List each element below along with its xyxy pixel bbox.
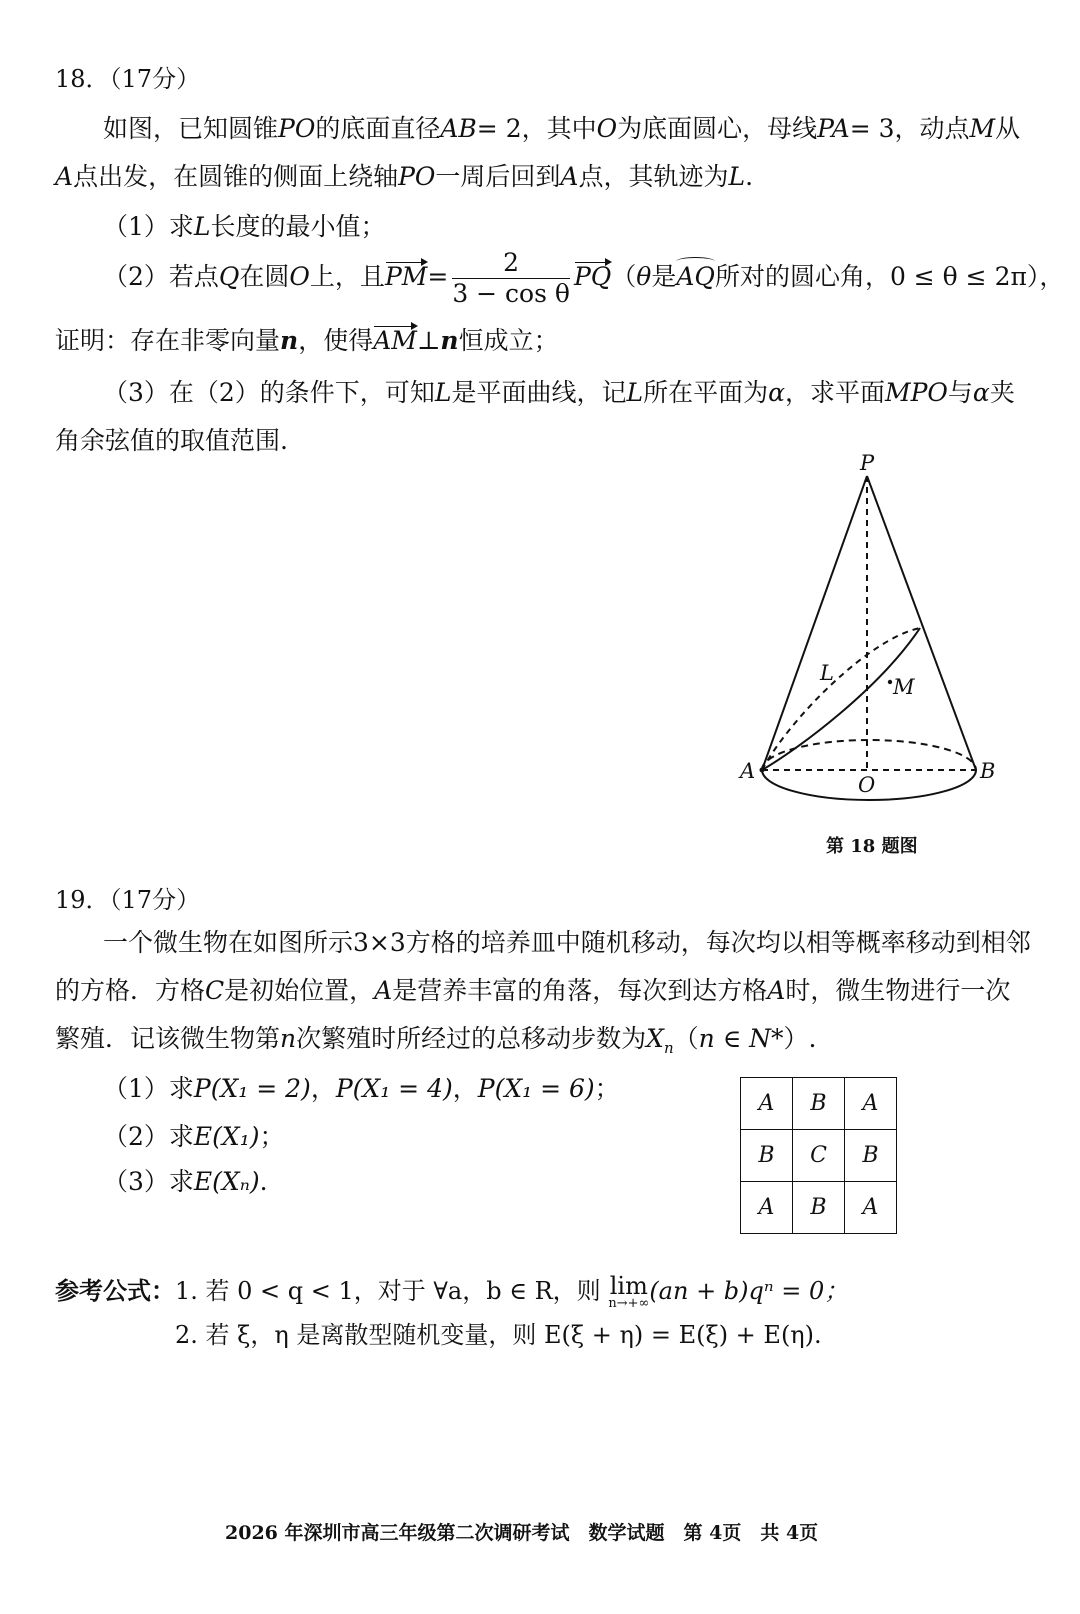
grid-cell: B bbox=[741, 1130, 793, 1182]
figure-18-caption: 第 18 题图 bbox=[826, 836, 918, 857]
text: 所对的圆心角，0 ≤ θ ≤ 2π）， bbox=[714, 262, 1065, 291]
var: A bbox=[55, 162, 74, 191]
text: 在圆 bbox=[239, 262, 290, 291]
var: M bbox=[969, 114, 996, 143]
var: A bbox=[767, 976, 786, 1005]
q19-intro-line2 bbox=[55, 974, 1010, 1008]
q19-intro-line3 bbox=[55, 1022, 816, 1065]
limit-operator bbox=[608, 1274, 649, 1310]
point-m-dot bbox=[888, 680, 892, 684]
var: θ bbox=[636, 262, 652, 291]
formula: P(X₁ = 6) bbox=[477, 1074, 595, 1103]
text: 恒成立； bbox=[458, 326, 559, 355]
text: （ bbox=[611, 262, 637, 291]
formula: P(X₁ = 4) bbox=[335, 1074, 453, 1103]
text: ； bbox=[259, 1122, 285, 1151]
page-footer: 2026 年深圳市高三年级第二次调研考试 数学试题 第 4页 共 4页 bbox=[225, 1522, 819, 1544]
label-p: P bbox=[860, 451, 875, 475]
text: = 3，动点 bbox=[849, 114, 970, 143]
text: 的底面直径 bbox=[315, 114, 441, 143]
formula: (an + b)qⁿ = 0； bbox=[649, 1277, 849, 1305]
vector-pm: PM bbox=[385, 260, 427, 294]
base-back-arc bbox=[762, 740, 976, 770]
text: 为底面圆心，母线 bbox=[617, 114, 818, 143]
label-l: L bbox=[820, 661, 834, 685]
trajectory-back bbox=[762, 628, 920, 770]
text: 3×3 bbox=[353, 928, 406, 957]
var: MPO bbox=[884, 378, 948, 407]
q18-part2-line1 bbox=[103, 248, 1064, 309]
q19-part2 bbox=[103, 1120, 285, 1154]
text: 繁殖．记该微生物第 bbox=[55, 1024, 281, 1053]
arc-aq: AQ bbox=[676, 260, 715, 294]
text: ⊥ bbox=[416, 326, 441, 355]
text: 方格的培养皿中随机移动，每次均以相等概率移动到相邻 bbox=[405, 928, 1031, 957]
text: ； bbox=[594, 1074, 620, 1103]
lim-subscript: n→+∞ bbox=[608, 1296, 650, 1311]
var: n bbox=[440, 326, 459, 355]
q18-part2-line2 bbox=[55, 324, 559, 358]
point-a-dot bbox=[760, 768, 765, 773]
var: n bbox=[280, 326, 299, 355]
text: . bbox=[745, 162, 754, 191]
grid-cell: A bbox=[741, 1078, 793, 1130]
text: （2）求 bbox=[103, 1122, 194, 1151]
text: 上，且 bbox=[309, 262, 385, 291]
formula: E(Xₙ) bbox=[193, 1167, 260, 1196]
var: C bbox=[205, 976, 225, 1005]
fraction bbox=[452, 248, 570, 309]
text: （1）求 bbox=[103, 212, 194, 241]
text: 是初始位置， bbox=[224, 976, 375, 1005]
reference-label: 参考公式： bbox=[55, 1276, 175, 1305]
var: A bbox=[374, 976, 393, 1005]
q18-part1 bbox=[103, 210, 386, 244]
q18-intro-line1 bbox=[103, 112, 1020, 146]
q18-header: 18．（17分） bbox=[55, 65, 201, 93]
text: 一周后回到 bbox=[435, 162, 561, 191]
trajectory-front bbox=[762, 628, 920, 770]
text: ， bbox=[452, 1074, 478, 1103]
text: 所在平面为 bbox=[643, 378, 769, 407]
text: 夹 bbox=[989, 378, 1015, 407]
var: A bbox=[560, 162, 579, 191]
text: 是平面曲线，记 bbox=[451, 378, 627, 407]
var: L bbox=[626, 378, 644, 407]
fraction-denominator: 3 − cos θ bbox=[452, 279, 570, 308]
text: （3）在（2）的条件下，可知 bbox=[103, 378, 435, 407]
label-o: O bbox=[858, 773, 876, 797]
text: = bbox=[427, 262, 449, 291]
var: PO bbox=[398, 162, 436, 191]
text: ， bbox=[310, 1074, 336, 1103]
var: Q bbox=[218, 262, 240, 291]
text: 与 bbox=[947, 378, 973, 407]
label-a: A bbox=[740, 759, 756, 783]
var: PA bbox=[817, 114, 850, 143]
text: 长度的最小值； bbox=[210, 212, 386, 241]
var: n bbox=[280, 1024, 297, 1053]
text: ）. bbox=[783, 1024, 817, 1053]
grid-cell: A bbox=[741, 1182, 793, 1234]
grid-3x3 bbox=[740, 1077, 897, 1234]
formula: P(X₁ = 2) bbox=[193, 1074, 311, 1103]
reference-formula-2: 2. 若 ξ，η 是离散型随机变量，则 E(ξ + η) = E(ξ) + E(η). bbox=[175, 1321, 822, 1349]
grid-row bbox=[741, 1182, 897, 1234]
fraction-numerator: 2 bbox=[452, 248, 570, 279]
text: 次繁殖时所经过的总移动步数为 bbox=[296, 1024, 647, 1053]
text: . bbox=[259, 1167, 268, 1196]
text: 从 bbox=[995, 114, 1021, 143]
label-b: B bbox=[980, 759, 996, 783]
cone-edge-pb bbox=[867, 476, 976, 770]
cone-figure bbox=[730, 448, 1020, 828]
var: α bbox=[768, 378, 785, 407]
label-m: M bbox=[893, 675, 915, 699]
text: （2）若点 bbox=[103, 262, 219, 291]
grid-cell: B bbox=[793, 1078, 845, 1130]
text: 一个微生物在如图所示 bbox=[103, 928, 354, 957]
lim-text: lim bbox=[609, 1272, 648, 1300]
text: ，使得 bbox=[298, 326, 374, 355]
text: ，求平面 bbox=[784, 378, 885, 407]
formula: E(X₁) bbox=[193, 1122, 260, 1151]
grid-row bbox=[741, 1130, 897, 1182]
vector-pq: PQ bbox=[574, 260, 611, 294]
text: 是 bbox=[651, 262, 677, 291]
var: O bbox=[596, 114, 618, 143]
q18-part3-line1 bbox=[103, 376, 1015, 410]
var: AB bbox=[440, 114, 477, 143]
text: （3）求 bbox=[103, 1167, 194, 1196]
grid-cell: B bbox=[845, 1130, 897, 1182]
subscript: n bbox=[663, 1039, 674, 1057]
text: 如图，已知圆锥 bbox=[103, 114, 279, 143]
grid-cell: A bbox=[845, 1078, 897, 1130]
grid-cell: B bbox=[793, 1182, 845, 1234]
q18-intro-line2 bbox=[55, 160, 753, 194]
text: （ bbox=[673, 1024, 699, 1053]
q19-header: 19．（17分） bbox=[55, 886, 201, 914]
q19-part1 bbox=[103, 1072, 620, 1106]
text: 点出发，在圆锥的侧面上绕轴 bbox=[73, 162, 399, 191]
text: 是营养丰富的角落，每次到达方格 bbox=[392, 976, 768, 1005]
text: （1）求 bbox=[103, 1074, 194, 1103]
text: 点，其轨迹为 bbox=[578, 162, 729, 191]
var: PO bbox=[278, 114, 316, 143]
var: X bbox=[646, 1024, 664, 1053]
var: O bbox=[289, 262, 310, 291]
grid-cell: A bbox=[845, 1182, 897, 1234]
var: L bbox=[728, 162, 746, 191]
var: α bbox=[972, 378, 990, 407]
set: n ∈ N* bbox=[698, 1024, 784, 1053]
q19-intro-line1 bbox=[103, 926, 1031, 960]
text: 证明：存在非零向量 bbox=[55, 326, 281, 355]
text: 的方格．方格 bbox=[55, 976, 206, 1005]
text: 时，微生物进行一次 bbox=[785, 976, 1011, 1005]
grid-cell: C bbox=[793, 1130, 845, 1182]
cone-edge-pa bbox=[762, 476, 867, 770]
var: L bbox=[193, 212, 211, 241]
grid-row bbox=[741, 1078, 897, 1130]
reference-formula-1 bbox=[55, 1274, 848, 1310]
vector-am: AM bbox=[373, 324, 417, 358]
q19-part3 bbox=[103, 1165, 268, 1199]
var: L bbox=[434, 378, 452, 407]
text: 1. 若 0 < q < 1，对于 ∀a，b ∈ R，则 bbox=[175, 1277, 601, 1305]
q18-part3-line2: 角余弦值的取值范围. bbox=[55, 426, 288, 455]
text: = 2，其中 bbox=[476, 114, 597, 143]
